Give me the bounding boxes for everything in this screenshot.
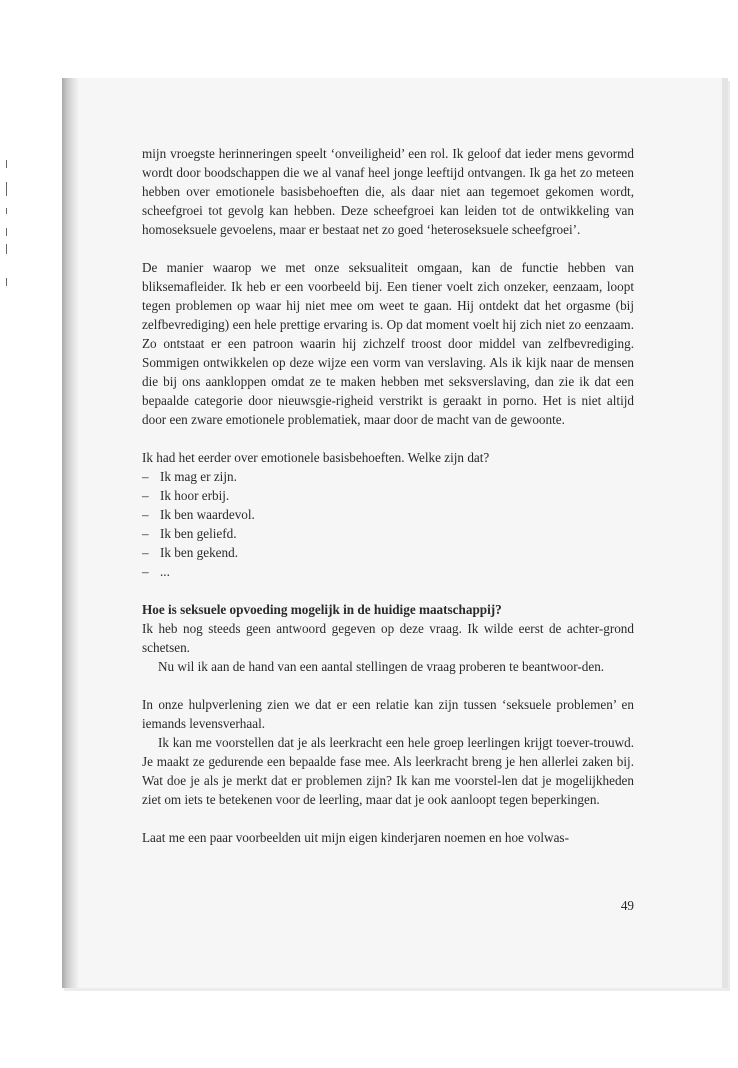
list-item: – Ik ben gekend.	[142, 545, 238, 560]
paragraph: Ik kan me voorstellen dat je als leerkracht een hele groep leerlingen krijgt toever-trouwd. Je maakt ze gedurende een bepaalde fase mee. Als leerkracht breng je hen allerlei zaken bij. Wat doe je als je merkt dat er problemen zijn? Ik kan me voorstel-len dat je mogelijkheden ziet om iets te betekenen voor de leerling, maar dat je ook aanloopt tegen beperkingen.	[142, 735, 634, 807]
scan-edge-marks	[6, 150, 12, 370]
section-heading: Hoe is seksuele opvoeding mogelijk in de huidige maatschappij?	[142, 602, 502, 617]
list-item: – Ik ben geliefd.	[142, 526, 237, 541]
edge-mark	[6, 182, 7, 196]
paragraph: Ik heb nog steeds geen antwoord gegeven op deze vraag. Ik wilde eerst de achter-grond schetsen.	[142, 621, 634, 655]
list-item: – ...	[142, 564, 170, 579]
page-gutter-shadow	[62, 78, 78, 988]
page-number: 49	[620, 898, 634, 913]
edge-mark	[6, 208, 7, 214]
list-item: – Ik ben waardevol.	[142, 507, 255, 522]
edge-mark	[6, 244, 7, 254]
paragraph: In onze hulpverlening zien we dat er een relatie kan zijn tussen ‘seksuele problemen’ en iemands levensverhaal.	[142, 697, 634, 731]
paragraph: Nu wil ik aan de hand van een aantal stellingen de vraag proberen te beantwoor-den.	[158, 659, 605, 674]
edge-mark	[6, 278, 7, 286]
paragraph: mijn vroegste herinneringen speelt ‘onveiligheid’ een rol. Ik geloof dat ieder mens gevormd wordt door boodschappen die we al vanaf heel jonge leeftijd ontvangen. Ik ga het zo meteen hebben over emotionele basisbehoeften die, als daar niet aan tegemoet gekomen wordt, scheefgroei tot gevolg kan hebben. Deze scheefgroei kan leiden tot de ontwikkeling van homoseksuele gevoelens, maar er bestaat net zo goed ‘heteroseksuele scheefgroei’.	[142, 146, 634, 237]
paragraph: Laat me een paar voorbeelden uit mijn eigen kinderjaren noemen en hoe volwas-	[142, 830, 569, 845]
edge-mark	[6, 160, 7, 168]
basic-needs-list	[142, 467, 634, 581]
paragraph: De manier waarop we met onze seksualiteit omgaan, kan de functie hebben van bliksemafleider. Ik heb er een voorbeeld bij. Een tiener voelt zich onzeker, eenzaam, loopt tegen problemen op waar hij niet mee om weet te gaan. Hij ontdekt dat het orgasme (bij zelfbevrediging) een hele prettige ervaring is. Op dat moment voelt hij zich niet zo eenzaam. Zo ontstaat er een patroon waarin hij zichzelf troost door middel van zelfbevrediging. Sommigen ontwikkelen op deze wijze een vorm van verslaving. Als ik kijk naar de mensen die bij ons aankloppen omdat ze te maken hebben met seksverslaving, dan zie ik dat een bepaalde categorie door nieuwsgie-righeid verstrikt is geraakt in porno. Het is niet altijd door een zware emotionele problematiek, maar door de macht van de gewoonte.	[142, 260, 634, 427]
page-body	[142, 144, 634, 847]
list-item: – Ik mag er zijn.	[142, 469, 237, 484]
paragraph: Ik had het eerder over emotionele basisbehoeften. Welke zijn dat?	[142, 450, 490, 465]
edge-mark	[6, 228, 7, 236]
list-item: – Ik hoor erbij.	[142, 488, 230, 503]
